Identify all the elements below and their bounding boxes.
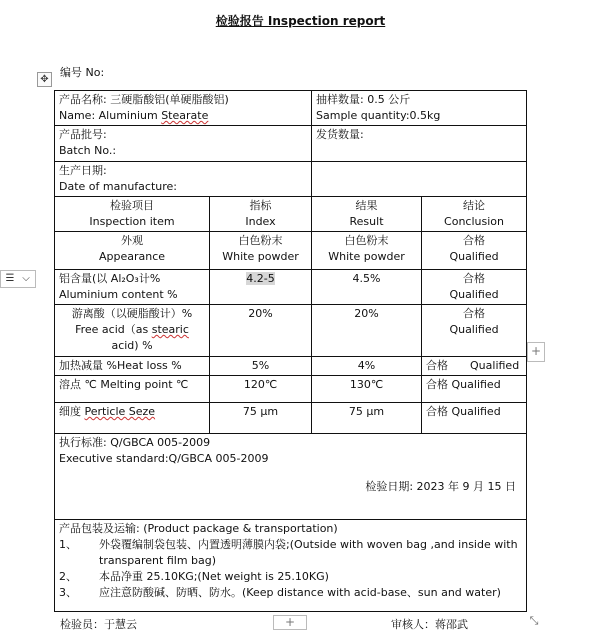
conclusion-cell: 合格 Qualified: [422, 357, 527, 376]
package-title: 产品包装及运输: (Product package & transportation): [59, 522, 338, 535]
inspection-date: 检验日期: 2023 年 9 月 15 日: [365, 480, 517, 493]
product-name-cn: 产品名称: 三硬脂酸铝(单硬脂酸铝): [59, 93, 229, 106]
spellcheck-word: Stearate: [161, 109, 209, 122]
inspection-report-table: [54, 90, 527, 612]
table-row: [55, 270, 527, 305]
sample-quantity-en: Sample quantity:0.5kg: [316, 109, 441, 122]
manufacture-date-en: Date of manufacture:: [59, 180, 177, 193]
manufacture-date-cell: [55, 162, 312, 197]
conclusion-cell: 合格 Qualified: [422, 305, 527, 357]
delivery-quantity-cn: 发货数量:: [316, 128, 364, 141]
header-index: 指标 Index: [210, 197, 312, 232]
report-title: 检验报告 Inspection report: [215, 14, 386, 28]
result-cell: 130℃: [312, 376, 422, 403]
item-cell: 细度 Perticle Seze: [55, 403, 210, 434]
spellcheck-word: stearic: [151, 323, 189, 336]
list-item: 2、 本品净重 25.10KG;(Net weight is 25.10KG): [59, 570, 329, 583]
batch-number-cell: [55, 126, 312, 162]
add-column-button[interactable]: +: [527, 342, 545, 362]
table-row: [55, 232, 527, 270]
spellcheck-word: Perticle Seze: [84, 405, 156, 418]
add-row-button[interactable]: +: [273, 615, 307, 630]
product-name-cell: [55, 91, 312, 126]
conclusion-cell: 合格 Qualified: [422, 270, 527, 305]
item-cell: 加热减量 %Heat loss %: [55, 357, 210, 376]
list-item: 1、 外袋覆编制袋包装、内置透明薄膜内袋;(Outside with woven bag ,and inside with transparent film bag): [59, 538, 518, 567]
auditor-signature: 审核人：蒋邵武: [391, 618, 468, 631]
outline-toggle-button[interactable]: [0, 270, 36, 288]
result-cell: 75 μm: [312, 403, 422, 434]
header-conclusion: 结论 Conclusion: [422, 197, 527, 232]
table-row: [55, 357, 527, 376]
batch-number-cn: 产品批号:: [59, 128, 107, 141]
delivery-quantity-cell: [312, 126, 527, 162]
table-row: [55, 403, 527, 434]
result-cell: 白色粉末 White powder: [312, 232, 422, 270]
sample-quantity-cn: 抽样数量: 0.5 公斤: [316, 93, 411, 106]
conclusion-cell: 合格 Qualified: [422, 376, 527, 403]
index-cell: 75 μm: [210, 403, 312, 434]
item-cell: 外观 Appearance: [55, 232, 210, 270]
product-name-en: Name: Aluminium Stearate: [59, 109, 209, 122]
table-row: [55, 305, 527, 357]
chevron-down-icon: ⌵: [22, 273, 30, 284]
result-cell: 4%: [312, 357, 422, 376]
index-cell: 5%: [210, 357, 312, 376]
table-resize-icon[interactable]: ⤡: [529, 614, 539, 627]
result-cell: 4.5%: [312, 270, 422, 305]
item-cell: 溶点 ℃ Melting point ℃: [55, 376, 210, 403]
index-cell: 白色粉末 White powder: [210, 232, 312, 270]
report-number-label: 编号 No:: [60, 66, 105, 79]
item-cell: 铝含量(以 Al₂O₃计% Aluminium content %: [55, 270, 210, 305]
package-cell: [55, 520, 527, 612]
result-cell: 20%: [312, 305, 422, 357]
header-inspection-item: 检验项目 Inspection item: [55, 197, 210, 232]
sample-quantity-cell: [312, 91, 527, 126]
header-row: [55, 197, 527, 232]
conclusion-cell: 合格 Qualified: [422, 403, 527, 434]
index-cell: 20%: [210, 305, 312, 357]
standard-cell: [55, 434, 527, 520]
list-item: 3、 应注意防酸碱、防晒、防水。(Keep distance with acid-base、sun and water): [59, 586, 501, 599]
batch-number-en: Batch No.:: [59, 144, 117, 157]
header-result: 结果 Result: [312, 197, 422, 232]
standard-cn: 执行标准: Q/GBCA 005-2009: [59, 436, 211, 449]
highlighted-value: 4.2-5: [246, 272, 275, 285]
outline-icon: ☰: [5, 273, 15, 284]
empty-cell: [312, 162, 527, 197]
manufacture-date-cn: 生产日期:: [59, 164, 107, 177]
table-move-handle-icon[interactable]: ✥: [37, 72, 52, 87]
inspector-signature: 检验员：于慧云: [60, 618, 137, 631]
standard-en: Executive standard:Q/GBCA 005-2009: [59, 452, 269, 465]
index-cell: [210, 270, 312, 305]
index-cell: 120℃: [210, 376, 312, 403]
conclusion-cell: 合格 Qualified: [422, 232, 527, 270]
item-cell: 游离酸（以硬脂酸计）% Free acid（as stearic acid) %: [55, 305, 210, 357]
table-row: [55, 376, 527, 403]
